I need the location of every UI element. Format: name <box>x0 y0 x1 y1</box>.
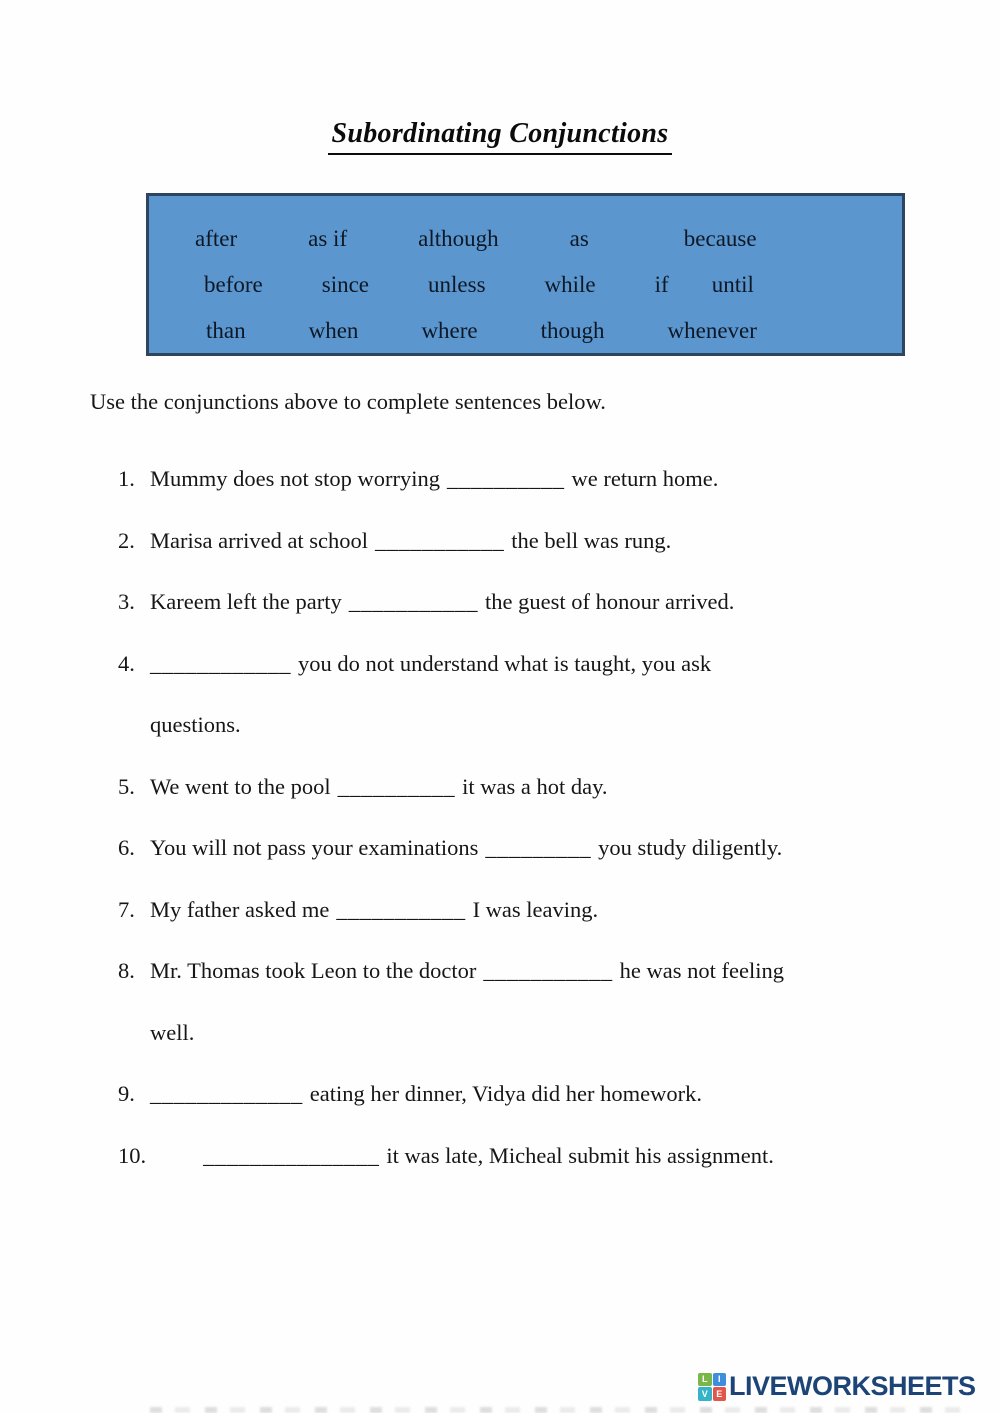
word-bank-row-1 <box>149 216 902 262</box>
sentence-item-1 <box>118 466 968 528</box>
item-number: 6. <box>118 835 135 860</box>
answer-blank-2[interactable]: ___________ <box>375 527 505 553</box>
sentence-post: the bell was rung. <box>511 527 672 553</box>
word-bank-word: after <box>195 226 238 251</box>
item-number: 1. <box>118 466 135 491</box>
logo-tile-v: V <box>698 1387 712 1401</box>
item-number: 7. <box>118 896 135 922</box>
sentence-pre: Kareem left the party <box>150 589 342 614</box>
word-bank-word: unless <box>428 272 486 297</box>
word-bank-word: though <box>540 318 605 343</box>
sentence-item-3 <box>118 589 968 651</box>
answer-blank-4[interactable]: ____________ <box>150 650 291 676</box>
word-bank-word: than <box>206 318 246 343</box>
sentence-item-10 <box>118 1143 968 1205</box>
answer-blank-6[interactable]: _________ <box>485 835 592 860</box>
sentence-pre: We went to the pool <box>150 773 331 799</box>
sentence-post: he was not feeling <box>619 958 784 983</box>
sentence-item-5 <box>118 774 968 836</box>
word-bank <box>146 193 905 356</box>
word-bank-row-3 <box>149 308 902 354</box>
sentence-continuation: well. <box>150 1019 195 1045</box>
sentence-item-6 <box>118 835 968 897</box>
sentence-item-9 <box>118 1081 968 1143</box>
word-bank-word: since <box>321 272 370 297</box>
item-number: 3. <box>118 589 135 614</box>
sentence-item-7 <box>118 897 968 959</box>
word-bank-word: while <box>544 272 596 297</box>
word-bank-word: as <box>569 226 589 251</box>
item-number: 5. <box>118 773 135 799</box>
instruction-text: Use the conjunctions above to complete sentences below. <box>90 389 606 414</box>
answer-blank-7[interactable]: ___________ <box>336 896 466 922</box>
word-bank-row-2 <box>149 262 902 308</box>
sentence-item-8-continuation <box>118 1020 968 1082</box>
logo-tile-i: I <box>713 1373 727 1387</box>
sentence-item-8 <box>118 958 968 1020</box>
sentence-pre: You will not pass your examinations <box>150 835 479 860</box>
page-title: Subordinating Conjunctions <box>328 118 673 155</box>
word-bank-word: whenever <box>667 318 757 343</box>
item-number: 9. <box>118 1081 135 1106</box>
word-bank-word: if <box>654 272 669 297</box>
word-bank-word: before <box>204 272 263 297</box>
item-number: 4. <box>118 650 135 676</box>
item-number: 10. <box>118 1142 147 1168</box>
sentence-item-4-continuation <box>118 712 968 774</box>
scan-artifact <box>150 1407 960 1413</box>
answer-blank-1[interactable]: __________ <box>447 466 565 491</box>
answer-blank-5[interactable]: __________ <box>337 773 456 799</box>
sentence-item-4 <box>118 651 968 713</box>
sentence-post: we return home. <box>571 466 719 491</box>
answer-blank-8[interactable]: ___________ <box>483 958 613 983</box>
sentence-list <box>118 466 968 1204</box>
liveworksheets-watermark <box>698 1371 976 1402</box>
sentence-post: eating her dinner, Vidya did her homework. <box>309 1081 702 1106</box>
word-bank-word: where <box>421 318 478 343</box>
sentence-pre: My father asked me <box>150 896 330 922</box>
word-bank-word: when <box>308 318 359 343</box>
word-bank-word: because <box>683 226 757 251</box>
answer-blank-9[interactable]: _____________ <box>150 1081 303 1106</box>
answer-blank-3[interactable]: ___________ <box>348 589 479 614</box>
liveworksheets-logo-icon <box>698 1373 726 1401</box>
sentence-post: it was late, Micheal submit his assignment. <box>386 1142 774 1168</box>
title-row <box>0 118 1000 155</box>
sentence-pre: Mummy does not stop worrying <box>150 466 440 491</box>
sentence-pre: Mr. Thomas took Leon to the doctor <box>150 958 477 983</box>
sentence-continuation: questions. <box>150 712 241 737</box>
word-bank-word: until <box>711 272 754 297</box>
brand-text: LIVEWORKSHEETS <box>729 1371 976 1401</box>
word-bank-word: as if <box>308 226 348 251</box>
sentence-item-2 <box>118 528 968 590</box>
logo-tile-l: L <box>698 1373 712 1387</box>
word-bank-word: although <box>418 226 499 251</box>
sentence-post: the guest of honour arrived. <box>485 589 735 614</box>
sentence-pre: Marisa arrived at school <box>150 527 369 553</box>
sentence-post: I was leaving. <box>472 896 599 922</box>
answer-blank-10[interactable]: _______________ <box>203 1142 380 1168</box>
sentence-post: you do not understand what is taught, you ask <box>298 650 712 676</box>
item-number: 2. <box>118 527 135 553</box>
sentence-post: you study diligently. <box>598 835 783 860</box>
sentence-post: it was a hot day. <box>462 773 608 799</box>
logo-tile-e: E <box>713 1387 727 1401</box>
item-number: 8. <box>118 958 135 983</box>
